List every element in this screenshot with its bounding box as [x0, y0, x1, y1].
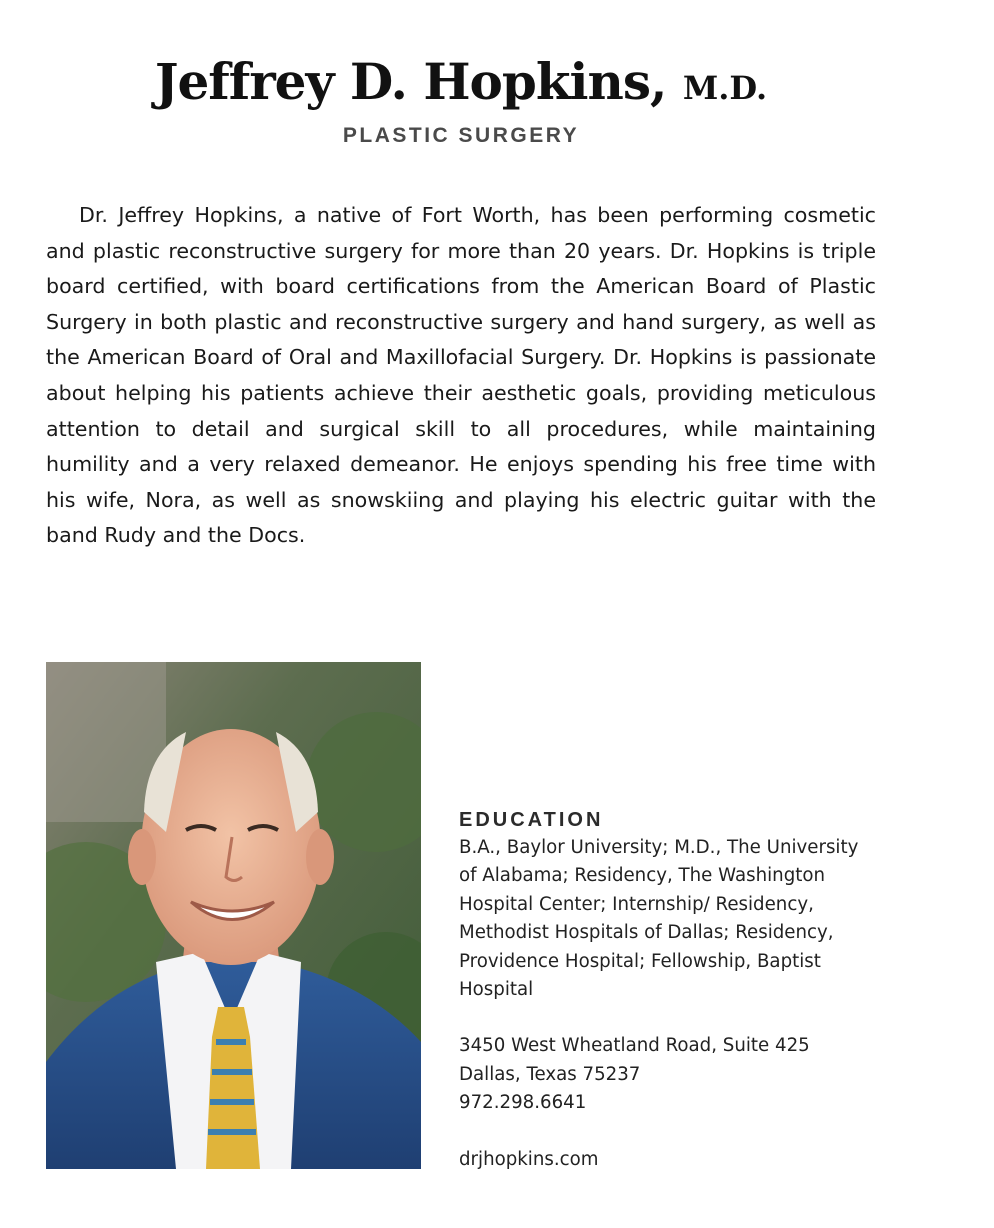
- doctor-name: [0, 50, 922, 120]
- info-column: [459, 806, 879, 1174]
- doctor-portrait-photo: [46, 662, 421, 1169]
- address-line-1: 3450 West Wheatland Road, Suite 425: [459, 1035, 810, 1057]
- specialty: PLASTIC SURGERY: [342, 124, 580, 147]
- education-heading: EDUCATION: [459, 809, 604, 831]
- website-link[interactable]: drjhopkins.com: [459, 1148, 599, 1170]
- credential: M.D.: [682, 69, 768, 107]
- header: [0, 50, 922, 148]
- address-block: [459, 1032, 879, 1117]
- name-text: Jeffrey D. Hopkins,: [154, 52, 667, 111]
- education-text: B.A., Baylor University; M.D., The University of Alabama; Residency, The Washington Hospital Center; Internship/ Residency, Methodist Hospitals of Dallas; Residency, Providence Hospital; Fellowship, Baptist Hospital: [459, 837, 859, 1001]
- phone-number: 972.298.6641: [459, 1092, 587, 1114]
- bio-paragraph: Dr. Jeffrey Hopkins, a native of Fort Worth, has been performing cosmetic and plastic reconstructive surgery for more than 20 years. Dr. Hopkins is triple board certified, with board certifications from the American Board of Plastic Surgery in both plastic and reconstructive surgery and hand surgery, as well as the American Board of Oral and Maxillofacial Surgery. Dr. Hopkins is passionate about helping his patients achieve their aesthetic goals, providing meticulous attention to detail and surgical skill to all procedures, while maintaining humility and a very relaxed demeanor. He enjoys spending his free time with his wife, Nora, as well as snowskiing and playing his electric guitar with the band Rudy and the Docs.: [46, 203, 876, 548]
- address-line-2: Dallas, Texas 75237: [459, 1063, 641, 1085]
